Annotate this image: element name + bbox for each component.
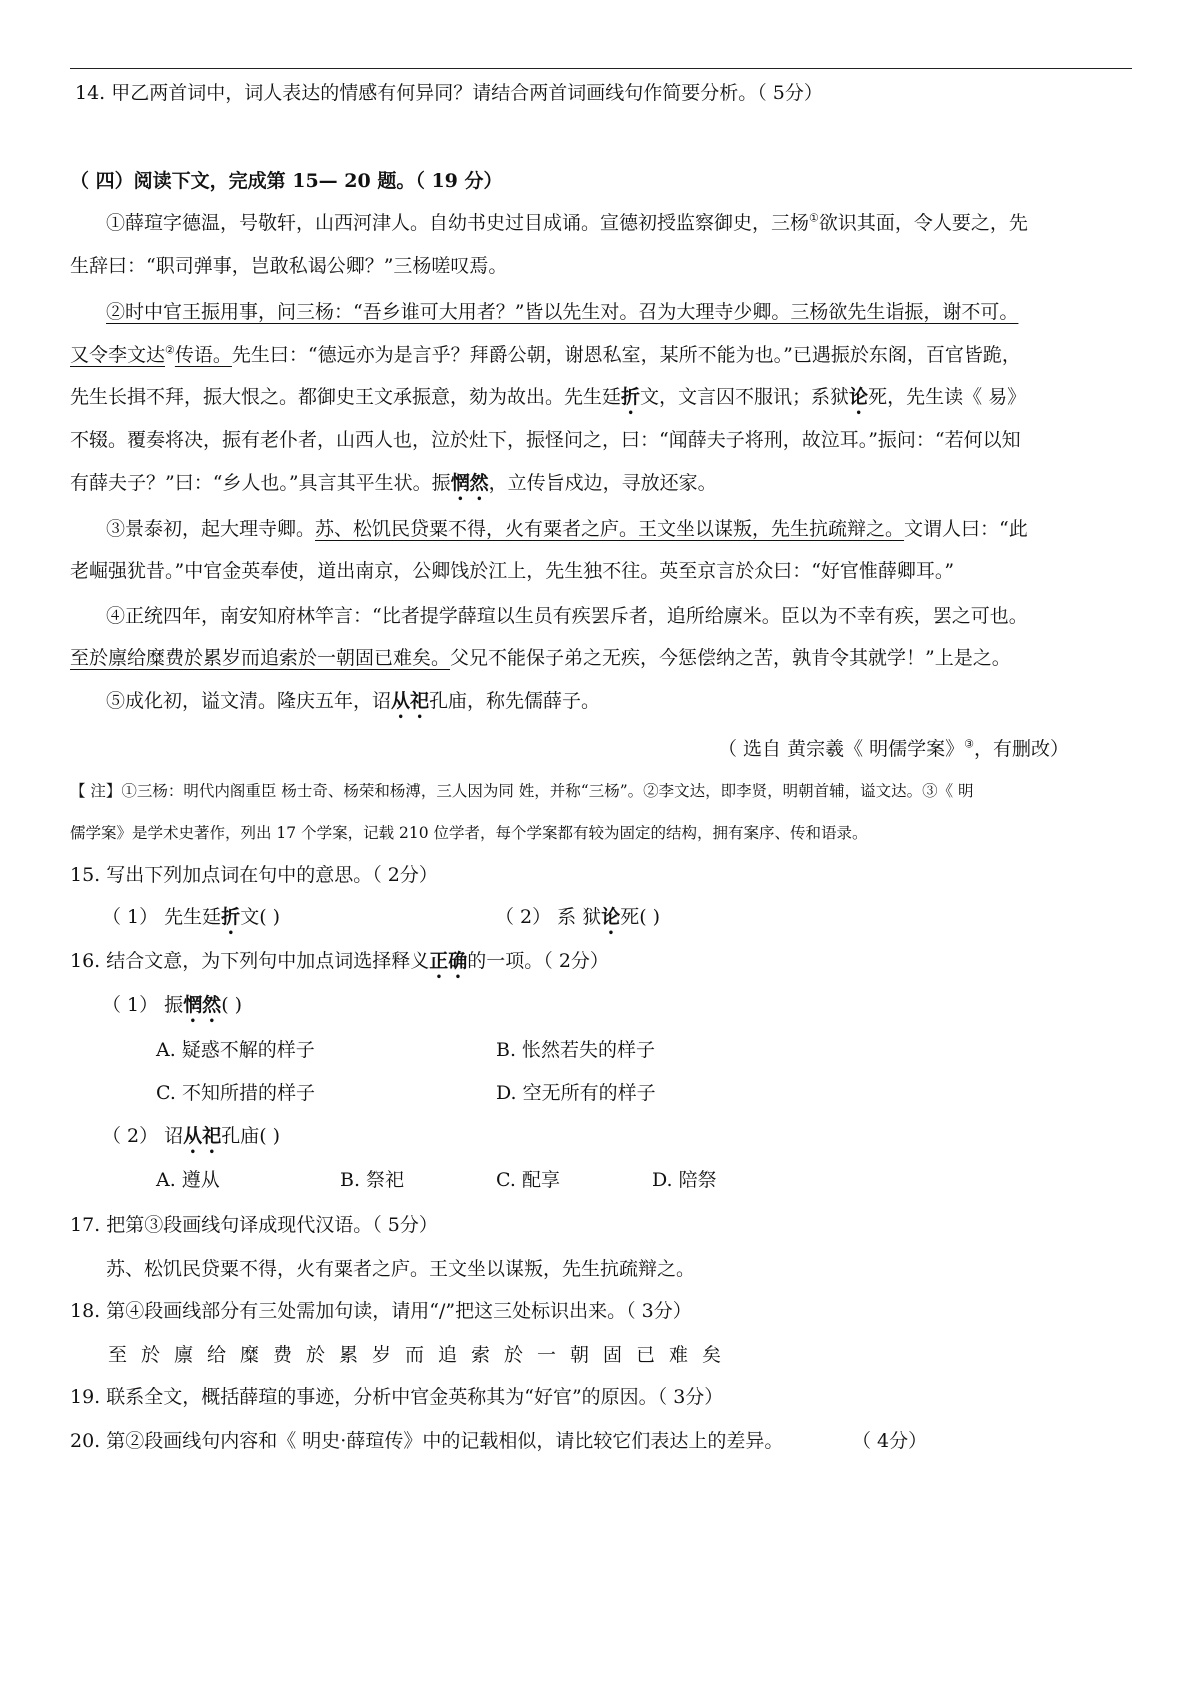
q16-sub1: （ 1） 振惘然( ) [102, 994, 243, 1016]
question-15: 15. 写出下列加点词在句中的意思。（ 2分） [70, 864, 438, 886]
question-19: 19. 联系全文，概括薛瑄的事迹，分析中官金英称其为“好官”的原因。（ 3分） [70, 1386, 724, 1408]
q16-option-1a: A. 疑惑不解的样子 [156, 1039, 315, 1061]
question-14: 14. 甲乙两首词中，词人表达的情感有何异同？请结合两首词画线句作简要分析。（ 5分） [75, 82, 823, 104]
q16-option-2c: C. 配享 [496, 1169, 560, 1191]
q16-option-1b: B. 怅然若失的样子 [496, 1039, 656, 1061]
passage-p4-line2: 至於廪给糜费於累岁而追索於一朝固已难矣。父兄不能保子弟之无疾，今惩偿纳之苦，孰肯令其就学！”上是之。 [70, 647, 1011, 669]
dotted-word-congsi: 从祀 [391, 690, 430, 712]
dotted-word-lun: 论 [849, 386, 869, 408]
passage-p1-line2: 生辞曰：“职司弹事，岂敢私谒公卿？”三杨嗟叹焉。 [70, 255, 508, 277]
section-title: （ 四）阅读下文，完成第 15— 20 题。（ 19 分） [70, 170, 503, 192]
q16-sub2: （ 2） 诏从祀孔庙( ) [102, 1125, 281, 1147]
footnote-marker-3: ③ [964, 737, 974, 751]
question-18: 18. 第④段画线部分有三处需加句读，请用“/”把这三处标识出来。（ 3分） [70, 1300, 692, 1322]
source-citation: （ 选自 黄宗羲《 明儒学案》③，有删改） [718, 737, 1070, 760]
passage-p2-line5: 有薛夫子？”曰：“乡人也。”具言其平生状。振惘然，立传旨戍边，寻放还家。 [70, 472, 717, 494]
passage-p5: ⑤成化初，谥文清。隆庆五年，诏从祀孔庙，称先儒薛子。 [106, 690, 601, 712]
dotted-word-wangran: 惘然 [450, 472, 489, 494]
passage-p3-line1: ③景泰初，起大理寺卿。苏、松饥民贷粟不得，火有粟者之庐。王文坐以谋叛，先生抗疏辩之。文谓人曰：“此 [106, 518, 1028, 540]
passage-p2-line3: 先生长揖不拜，振大恨之。都御史王文承振意，劾为故出。先生廷折文，文言囚不服讯；系狱论死，先生读《 易》 [70, 386, 1027, 408]
passage-p4-line1: ④正统四年，南安知府林竿言：“比者提学薛瑄以生员有疾罢斥者，追所给廪米。臣以为不幸有疾，罢之可也。 [106, 605, 1028, 627]
question-20: 20. 第②段画线句内容和《 明史·薛瑄传》中的记载相似，请比较它们表达上的差异。 [70, 1430, 784, 1452]
q17-sentence: 苏、松饥民贷粟不得，火有粟者之庐。王文坐以谋叛，先生抗疏辩之。 [106, 1258, 696, 1280]
dotted-word-zhe: 折 [621, 386, 641, 408]
passage-p2-line2: 又令李文达②传语。先生曰：“德远亦为是言乎？拜爵公朝，谢恩私室，某所不能为也。”已遇振於东阁，百官皆跪， [70, 343, 1021, 366]
passage-p3-line2: 老崛强犹昔。”中官金英奉使，道出南京，公卿饯於江上，先生独不往。英至京言於众曰：“好官惟薛卿耳。” [70, 560, 955, 582]
q16-option-2d: D. 陪祭 [652, 1169, 717, 1191]
notes-line1: 【 注】①三杨：明代内阁重臣 杨士奇、杨荣和杨溥，三人因为同 姓，并称“三杨”。②李文达，即李贤，明朝首辅，谥文达。③《 明 [70, 782, 974, 800]
underlined-sentence-p3: 苏、松饥民贷粟不得，火有粟者之庐。王文坐以谋叛，先生抗疏辩之。 [315, 518, 905, 540]
q15-item1: （ 1） 先生廷折文( ) [102, 906, 281, 928]
passage-p1-line1: ①薛瑄字德温，号敬轩，山西河津人。自幼书史过目成诵。宣德初授监察御史，三杨①欲识其面，令人要之，先 [106, 211, 1028, 234]
q16-option-1d: D. 空无所有的样子 [496, 1082, 656, 1104]
passage-p2-line4: 不辍。覆奏将决，振有老仆者，山西人也，泣於灶下，振怪问之，曰：“闻薛夫子将刑，故泣耳。”振问：“若何以知 [70, 429, 1021, 451]
q16-option-1c: C. 不知所措的样子 [156, 1082, 315, 1104]
footnote-marker-1: ① [809, 211, 819, 225]
q16-option-2a: A. 遵从 [156, 1169, 220, 1191]
footnote-marker-2: ② [165, 343, 175, 357]
question-20-score: （ 4分） [852, 1430, 928, 1452]
q16-option-2b: B. 祭祀 [340, 1169, 405, 1191]
notes-line2: 儒学案》是学术史著作，列出 17 个学案，记载 210 位学者，每个学案都有较为固定的结构，拥有案序、传和语录。 [70, 824, 868, 842]
header-rule [70, 68, 1132, 69]
q15-item2: （ 2） 系 狱论死( ) [495, 906, 661, 928]
q18-sentence: 至於廪给糜费於累岁而追索於一朝固已难矣 [108, 1344, 736, 1366]
question-16: 16. 结合文意，为下列句中加点词选择释义正确的一项。（ 2分） [70, 950, 609, 972]
question-17: 17. 把第③段画线句译成现代汉语。（ 5分） [70, 1214, 438, 1236]
emphasized-correct: 正确 [429, 950, 468, 972]
passage-p2-line1: ②时中官王振用事，问三杨：“吾乡谁可大用者？”皆以先生对。召为大理寺少卿。三杨欲先生诣振，谢不可。 [106, 301, 1019, 323]
underlined-sentence-p4: 至於廪给糜费於累岁而追索於一朝固已难矣。 [70, 647, 451, 669]
